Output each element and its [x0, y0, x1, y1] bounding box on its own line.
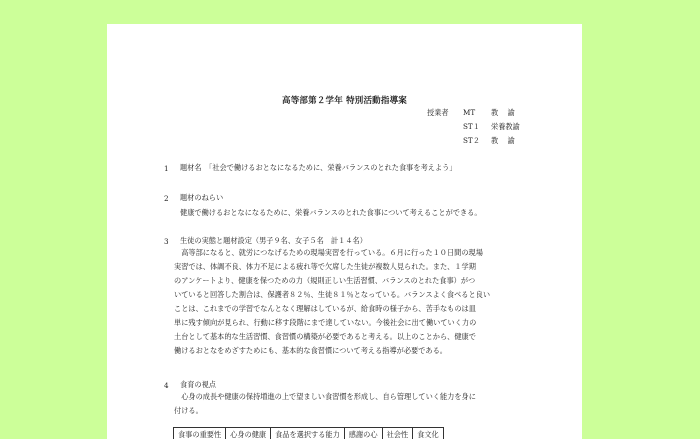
section-heading: 題材のねらい [180, 193, 224, 202]
section-number: 1 [164, 164, 169, 173]
section-number: 2 [164, 194, 169, 203]
body-line: 単に残す傾向が見られ、行動に移す段階にまで達していない。今後社会に出て働いていく力の [174, 318, 477, 327]
section-heading: 食育の視点 [180, 380, 216, 389]
body-line: 高等部になると、就労につなげるための現場実習を行っている。６月に行った１０日間の現場 [174, 248, 483, 257]
staff-title: 栄養教諭 [491, 122, 520, 131]
staff-row-2 [427, 122, 531, 132]
body-line: のアンケートより、健康を保つための力（規則正しい生活習慣、バランスのとれた食事）がつ [174, 276, 476, 285]
staff-title: 教 諭 [491, 136, 515, 145]
body-line: 付ける。 [174, 406, 203, 415]
staff-code: ST２ [463, 136, 480, 145]
staff-code: ST１ [463, 122, 480, 131]
section-number: 4 [164, 381, 169, 390]
staff-row-3 [427, 136, 531, 146]
section-body-line: 健康で働けるおとなになるために、栄養バランスのとれた食事について考えることができる。 [180, 208, 482, 217]
body-line: 実習では、体調不良、体力不足による疲れ等で欠席した生徒が複数人見られた。また、１学期 [174, 262, 476, 271]
table-header-cell: 食事の重要性 [174, 428, 226, 439]
section-heading: 題材名 「社会で働けるおとなになるために、栄養バランスのとれた食事を考えよう」 [180, 163, 457, 172]
document-title: 高等部第２学年 特別活動指導案 [282, 96, 407, 106]
body-line: 土台として基本的な生活習慣、食習慣の構築が必要であると考える。以上のことから、健康で [174, 332, 476, 341]
section-heading: 生徒の実態と題材設定（男子９名、女子５名 計１４名） [180, 236, 367, 245]
body-line: ことは、これまでの学習でなんとなく理解はしているが、給食時の様子から、苦手なものは皿 [174, 304, 476, 313]
staff-code: MT [463, 108, 476, 117]
table-header-row [174, 428, 444, 439]
table-header-cell: 社会性 [382, 428, 413, 439]
section-number: 3 [164, 237, 169, 246]
staff-role: 授業者 [427, 108, 449, 117]
body-line: いていると回答した割合は、保護者８２％、生徒８１％となっている。バランスよく食べると良い [174, 290, 491, 299]
body-line: 心身の成長や健康の保持増進の上で望ましい食習慣を形成し、自ら管理していく能力を身に [174, 392, 476, 401]
table-header-cell: 食品を選択する能力 [271, 428, 345, 439]
body-line: 働けるおとなをめざすためにも、基本的な食習慣について考える指導が必要である。 [174, 346, 447, 355]
section-body [174, 246, 529, 358]
food-education-table [173, 427, 444, 439]
staff-title: 教 諭 [491, 108, 515, 117]
staff-row-1 [427, 108, 531, 118]
section-body [174, 390, 529, 418]
table-header-cell: 感謝の心 [344, 428, 382, 439]
table-header-cell: 食文化 [413, 428, 444, 439]
table-header-cell: 心身の健康 [226, 428, 271, 439]
document-page [107, 24, 582, 439]
